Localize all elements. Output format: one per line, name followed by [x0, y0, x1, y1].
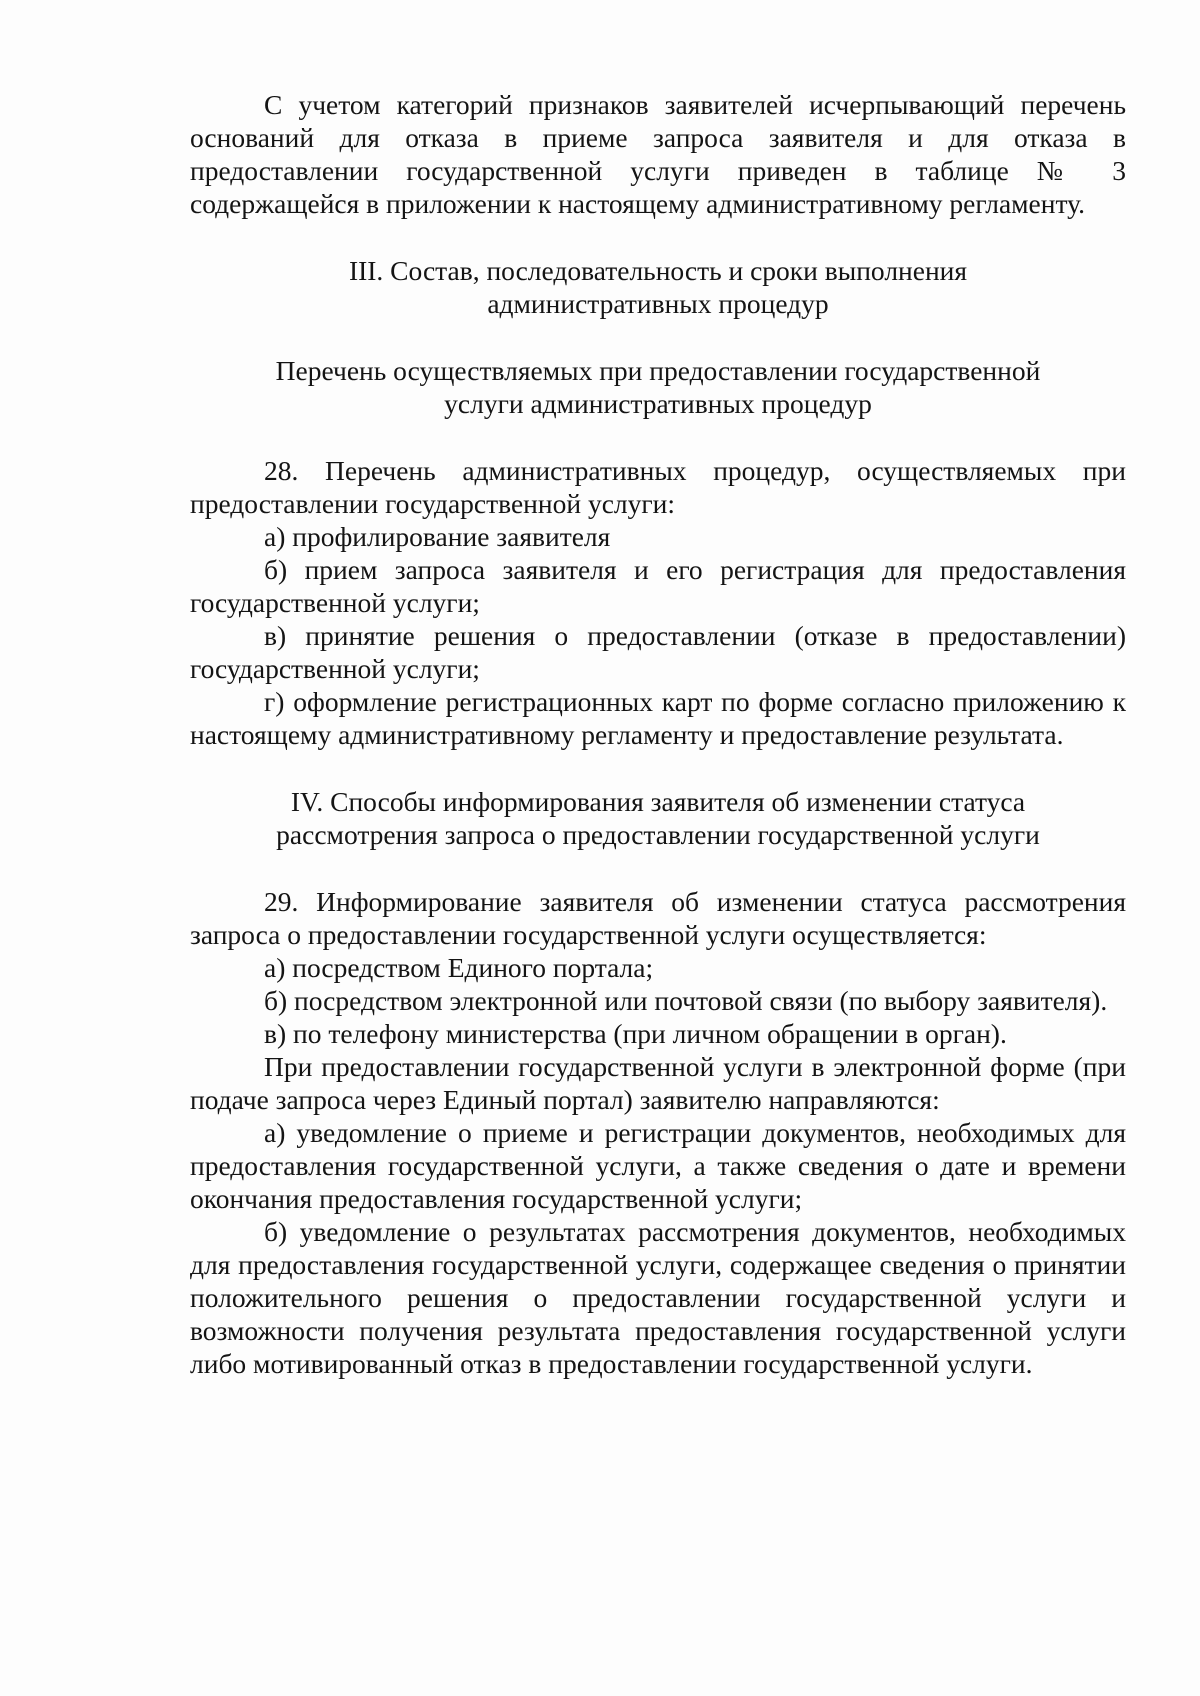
section-3-heading — [190, 254, 1126, 320]
procedure-item-a: а) профилирование заявителя — [264, 521, 611, 552]
notification-item-a: а) уведомление о приеме и регистрации документов, необходимых для предоставления государственной услуги, а также сведения о дате и времени окончания предоставления государственной услуги; — [190, 1117, 1126, 1214]
section-3-heading-line-1: III. Состав, последовательность и сроки выполнения — [348, 255, 968, 286]
inform-item-a: а) посредством Единого портала; — [264, 952, 654, 983]
electronic-paragraph: При предоставлении государственной услуги в электронной форме (при подаче запроса через Единый портал) заявителю направляются: — [190, 1051, 1126, 1115]
procedure-item-v: в) принятие решения о предоставлении (отказе в предоставлении) государственной услуги; — [190, 620, 1126, 684]
intro-paragraph: С учетом категорий признаков заявителей исчерпывающий перечень оснований для отказа в приеме запроса заявителя и для отказа в предоставлении государственной услуги приведен в таблице № 3 содержащейся в приложении к настоящему административному регламенту. — [190, 89, 1126, 219]
procedure-item-g: г) оформление регистрационных карт по форме согласно приложению к настоящему административному регламенту и предоставление результата. — [190, 686, 1126, 750]
section-3-subheading-line-2: услуги административных процедур — [444, 388, 872, 419]
document-body — [190, 88, 1126, 1380]
notification-item-b: б) уведомление о результатах рассмотрения документов, необходимых для предоставления государственной услуги, содержащее сведения о принятии положительного решения о предоставлении государственной услуги и возможности получения результата предоставления государственной услуги либо мотивированный отказ в предоставлении государственной услуги. — [190, 1216, 1126, 1379]
section-3-subheading — [190, 354, 1126, 420]
section-4-heading-line-2: рассмотрения запроса о предоставлении государственной услуги — [276, 819, 1040, 850]
inform-item-b: б) посредством электронной или почтовой связи (по выбору заявителя). — [264, 985, 1108, 1016]
paragraph-28: 28. Перечень административных процедур, осуществляемых при предоставлении государственной услуги: — [190, 455, 1126, 519]
paragraph-29: 29. Информирование заявителя об изменении статуса рассмотрения запроса о предоставлении государственной услуги осуществляется: — [190, 886, 1126, 950]
section-4-heading-line-1: IV. Способы информирования заявителя об изменении статуса — [290, 786, 1026, 817]
section-3-subheading-line-1: Перечень осуществляемых при предоставлении государственной — [275, 355, 1041, 386]
section-3-heading-line-2: административных процедур — [487, 288, 829, 319]
procedure-item-b: б) прием запроса заявителя и его регистрация для предоставления государственной услуги; — [190, 554, 1126, 618]
inform-item-v: в) по телефону министерства (при личном обращении в орган). — [264, 1018, 1007, 1049]
section-4-heading — [190, 785, 1126, 851]
